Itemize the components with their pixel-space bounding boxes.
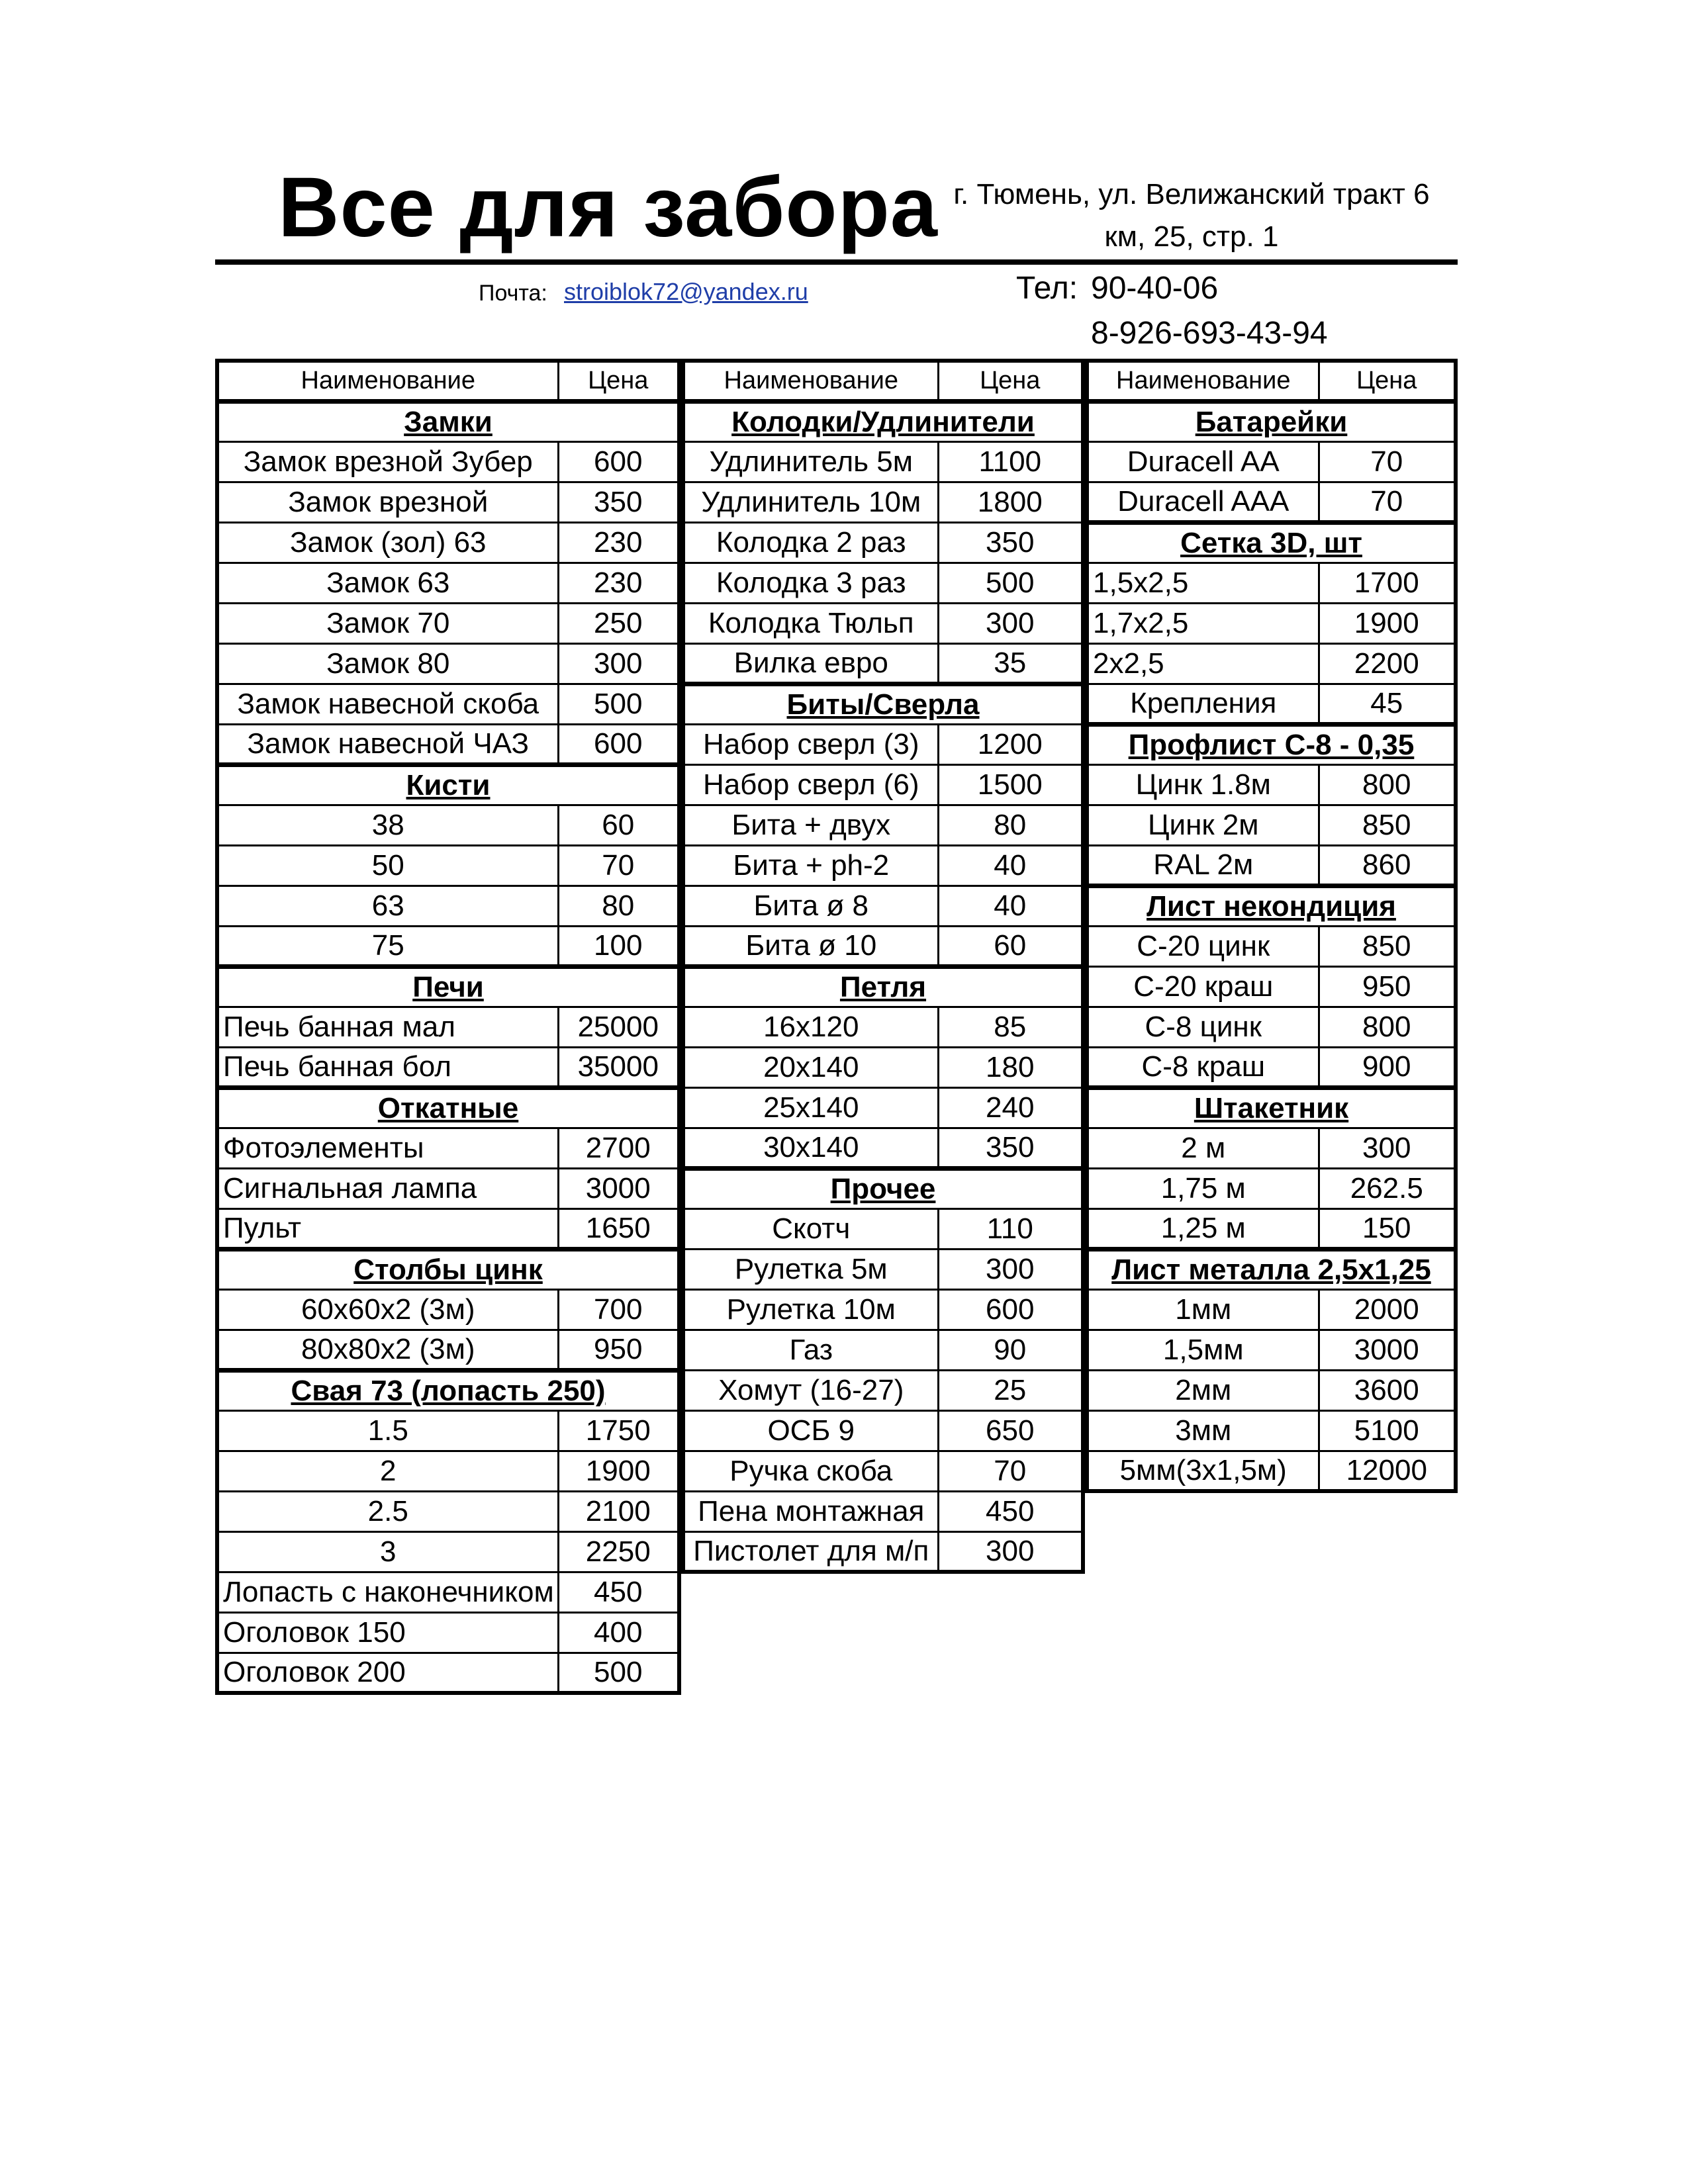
- item-name: Скотч: [683, 1208, 938, 1249]
- item-name: Бита + ph-2: [683, 845, 938, 886]
- item-name: Цинк 2м: [1087, 805, 1319, 845]
- item-price: 3000: [1319, 1330, 1456, 1370]
- item-name: 16х120: [683, 1007, 938, 1047]
- table-row: [217, 1612, 679, 1653]
- item-name: 38: [217, 805, 558, 845]
- item-price: 85: [938, 1007, 1083, 1047]
- section-row: [1087, 886, 1456, 926]
- table-row: [1087, 805, 1456, 845]
- item-name: Набор сверл (6): [683, 764, 938, 805]
- table-row: [683, 1451, 1083, 1491]
- item-price: 110: [938, 1208, 1083, 1249]
- table-row: [1087, 1289, 1456, 1330]
- item-name: Крепления: [1087, 684, 1319, 724]
- item-price: 950: [558, 1330, 679, 1370]
- table-row: [217, 1128, 679, 1168]
- table-row: [217, 1491, 679, 1531]
- table-row: [683, 1531, 1083, 1572]
- section-title: Лист некондиция: [1087, 886, 1456, 926]
- item-price: 230: [558, 563, 679, 603]
- section-title: Кисти: [217, 764, 679, 805]
- item-name: 20х140: [683, 1047, 938, 1087]
- item-price: 450: [938, 1491, 1083, 1531]
- item-price: 650: [938, 1410, 1083, 1451]
- item-price: 80: [558, 886, 679, 926]
- table-row: [1087, 1451, 1456, 1491]
- item-price: 35000: [558, 1047, 679, 1087]
- item-name: 2х2,5: [1087, 643, 1319, 684]
- table-row: [217, 563, 679, 603]
- item-price: 500: [938, 563, 1083, 603]
- item-price: 45: [1319, 684, 1456, 724]
- table-row: [217, 643, 679, 684]
- page-title: Все для забора: [278, 160, 938, 255]
- table-row: [683, 1007, 1083, 1047]
- table-row: [1087, 643, 1456, 684]
- item-price: 180: [938, 1047, 1083, 1087]
- table-row: [217, 482, 679, 522]
- table-row: [1087, 845, 1456, 886]
- item-price: 12000: [1319, 1451, 1456, 1491]
- item-name: Цинк 1.8м: [1087, 764, 1319, 805]
- table-row: [217, 1208, 679, 1249]
- item-price: 1800: [938, 482, 1083, 522]
- price-table-3-body: [1087, 361, 1456, 1491]
- price-table-2: [681, 359, 1085, 1574]
- table-row: [1087, 563, 1456, 603]
- item-price: 25: [938, 1370, 1083, 1410]
- table-row: [683, 926, 1083, 966]
- item-price: 1650: [558, 1208, 679, 1249]
- price-column-header: Цена: [1319, 361, 1456, 401]
- name-column-header: Наименование: [1087, 361, 1319, 401]
- item-price: 500: [558, 1653, 679, 1693]
- table-row: [1087, 1128, 1456, 1168]
- item-name: Оголовок 150: [217, 1612, 558, 1653]
- column-header-row: [217, 361, 679, 401]
- item-name: Ручка скоба: [683, 1451, 938, 1491]
- item-price: 240: [938, 1087, 1083, 1128]
- item-price: 70: [938, 1451, 1083, 1491]
- section-row: [217, 401, 679, 441]
- item-name: Пистолет для м/п: [683, 1531, 938, 1572]
- section-title: Лист металла 2,5х1,25: [1087, 1249, 1456, 1289]
- item-price: 2000: [1319, 1289, 1456, 1330]
- item-name: Хомут (16-27): [683, 1370, 938, 1410]
- name-column-header: Наименование: [217, 361, 558, 401]
- item-price: 1200: [938, 724, 1083, 764]
- item-price: 900: [1319, 1047, 1456, 1087]
- item-name: Замок (зол) 63: [217, 522, 558, 563]
- price-table-2-body: [683, 361, 1083, 1572]
- header-divider: [215, 259, 1458, 265]
- section-row: [683, 684, 1083, 724]
- item-price: 600: [938, 1289, 1083, 1330]
- table-row: [217, 926, 679, 966]
- item-price: 2250: [558, 1531, 679, 1572]
- item-price: 70: [1319, 441, 1456, 482]
- item-name: 30х140: [683, 1128, 938, 1168]
- section-title: Биты/Сверла: [683, 684, 1083, 724]
- item-name: 3мм: [1087, 1410, 1319, 1451]
- item-name: 63: [217, 886, 558, 926]
- item-name: С-20 цинк: [1087, 926, 1319, 966]
- item-name: Замок врезной Зубер: [217, 441, 558, 482]
- item-price: 2700: [558, 1128, 679, 1168]
- price-table-1-body: [217, 361, 679, 1693]
- table-row: [217, 1451, 679, 1491]
- table-row: [683, 845, 1083, 886]
- section-title: Профлист С-8 - 0,35: [1087, 724, 1456, 764]
- table-row: [217, 441, 679, 482]
- section-row: [217, 1249, 679, 1289]
- item-name: 1мм: [1087, 1289, 1319, 1330]
- table-row: [217, 724, 679, 764]
- table-row: [217, 1410, 679, 1451]
- phone-label: Тел:: [1016, 271, 1078, 306]
- item-price: 800: [1319, 1007, 1456, 1047]
- item-name: Вилка евро: [683, 643, 938, 684]
- item-name: 3: [217, 1531, 558, 1572]
- section-title: Печи: [217, 966, 679, 1007]
- section-title: Откатные: [217, 1087, 679, 1128]
- section-row: [217, 1087, 679, 1128]
- item-price: 1900: [1319, 603, 1456, 643]
- item-name: Удлинитель 10м: [683, 482, 938, 522]
- item-price: 950: [1319, 966, 1456, 1007]
- table-row: [1087, 1370, 1456, 1410]
- item-price: 1750: [558, 1410, 679, 1451]
- item-price: 800: [1319, 764, 1456, 805]
- item-name: С-8 краш: [1087, 1047, 1319, 1087]
- item-price: 600: [558, 441, 679, 482]
- item-price: 100: [558, 926, 679, 966]
- section-row: [1087, 1087, 1456, 1128]
- table-row: [1087, 764, 1456, 805]
- column-header-row: [683, 361, 1083, 401]
- table-row: [217, 1330, 679, 1370]
- item-price: 1700: [1319, 563, 1456, 603]
- section-title: Колодки/Удлинители: [683, 401, 1083, 441]
- section-row: [683, 401, 1083, 441]
- table-row: [217, 1531, 679, 1572]
- item-price: 300: [938, 1531, 1083, 1572]
- item-name: Рулетка 5м: [683, 1249, 938, 1289]
- section-title: Замки: [217, 401, 679, 441]
- item-name: 2.5: [217, 1491, 558, 1531]
- section-title: Прочее: [683, 1168, 1083, 1208]
- table-row: [1087, 1410, 1456, 1451]
- item-price: 60: [558, 805, 679, 845]
- item-name: Пена монтажная: [683, 1491, 938, 1531]
- item-price: 300: [1319, 1128, 1456, 1168]
- item-price: 1900: [558, 1451, 679, 1491]
- name-column-header: Наименование: [683, 361, 938, 401]
- table-row: [683, 441, 1083, 482]
- table-row: [1087, 1168, 1456, 1208]
- item-price: 400: [558, 1612, 679, 1653]
- section-row: [1087, 1249, 1456, 1289]
- item-price: 35: [938, 643, 1083, 684]
- table-row: [1087, 603, 1456, 643]
- table-row: [683, 482, 1083, 522]
- table-row: [683, 1289, 1083, 1330]
- column-header-row: [1087, 361, 1456, 401]
- email-link[interactable]: stroiblok72@yandex.ru: [564, 278, 808, 305]
- table-row: [217, 845, 679, 886]
- table-row: [683, 563, 1083, 603]
- section-title: Штакетник: [1087, 1087, 1456, 1128]
- item-price: 3600: [1319, 1370, 1456, 1410]
- item-price: 150: [1319, 1208, 1456, 1249]
- table-row: [1087, 1047, 1456, 1087]
- table-row: [683, 1491, 1083, 1531]
- table-row: [1087, 684, 1456, 724]
- table-row: [683, 603, 1083, 643]
- item-name: Пульт: [217, 1208, 558, 1249]
- section-row: [217, 1370, 679, 1410]
- section-row: [217, 966, 679, 1007]
- item-name: Набор сверл (3): [683, 724, 938, 764]
- phone-2: 8-926-693-43-94: [1091, 316, 1328, 351]
- address-line-2: км, 25, стр. 1: [1104, 220, 1279, 253]
- table-row: [683, 1249, 1083, 1289]
- section-row: [1087, 724, 1456, 764]
- item-name: 1.5: [217, 1410, 558, 1451]
- section-title: Столбы цинк: [217, 1249, 679, 1289]
- table-row: [217, 1289, 679, 1330]
- item-price: 230: [558, 522, 679, 563]
- table-row: [683, 522, 1083, 563]
- item-price: 860: [1319, 845, 1456, 886]
- item-name: Duracell AAA: [1087, 482, 1319, 522]
- item-name: 1,7х2,5: [1087, 603, 1319, 643]
- table-row: [1087, 966, 1456, 1007]
- table-row: [217, 1007, 679, 1047]
- item-price: 25000: [558, 1007, 679, 1047]
- item-price: 5100: [1319, 1410, 1456, 1451]
- item-price: 450: [558, 1572, 679, 1612]
- address: [927, 173, 1456, 258]
- item-name: С-8 цинк: [1087, 1007, 1319, 1047]
- table-row: [683, 764, 1083, 805]
- item-name: Печь банная бол: [217, 1047, 558, 1087]
- table-row: [1087, 441, 1456, 482]
- item-price: 262.5: [1319, 1168, 1456, 1208]
- table-row: [217, 1572, 679, 1612]
- item-name: Оголовок 200: [217, 1653, 558, 1693]
- item-name: RAL 2м: [1087, 845, 1319, 886]
- table-row: [1087, 482, 1456, 522]
- table-row: [217, 1168, 679, 1208]
- item-price: 2200: [1319, 643, 1456, 684]
- item-price: 1100: [938, 441, 1083, 482]
- table-row: [683, 1208, 1083, 1249]
- section-row: [1087, 401, 1456, 441]
- item-name: Замок навесной ЧАЗ: [217, 724, 558, 764]
- item-name: Лопасть с наконечником: [217, 1572, 558, 1612]
- item-name: Замок 80: [217, 643, 558, 684]
- section-row: [1087, 522, 1456, 563]
- table-row: [217, 886, 679, 926]
- phone-1: 90-40-06: [1091, 271, 1219, 306]
- table-row: [1087, 1330, 1456, 1370]
- section-title: Свая 73 (лопасть 250): [217, 1370, 679, 1410]
- table-row: [683, 805, 1083, 845]
- item-price: 350: [938, 1128, 1083, 1168]
- item-price: 40: [938, 886, 1083, 926]
- item-name: 75: [217, 926, 558, 966]
- price-table-3: [1085, 359, 1458, 1493]
- item-price: 300: [558, 643, 679, 684]
- table-row: [217, 1653, 679, 1693]
- table-row: [683, 1128, 1083, 1168]
- item-name: Бита + двух: [683, 805, 938, 845]
- item-price: 350: [938, 522, 1083, 563]
- item-name: Замок навесной скоба: [217, 684, 558, 724]
- table-row: [1087, 1007, 1456, 1047]
- section-title: Петля: [683, 966, 1083, 1007]
- table-row: [683, 1330, 1083, 1370]
- item-name: Удлинитель 5м: [683, 441, 938, 482]
- item-name: 50: [217, 845, 558, 886]
- item-name: 1,5мм: [1087, 1330, 1319, 1370]
- item-name: ОСБ 9: [683, 1410, 938, 1451]
- item-name: Сигнальная лампа: [217, 1168, 558, 1208]
- item-price: 850: [1319, 926, 1456, 966]
- table-row: [217, 805, 679, 845]
- table-row: [683, 1370, 1083, 1410]
- item-name: 1,25 м: [1087, 1208, 1319, 1249]
- table-row: [683, 1087, 1083, 1128]
- section-row: [683, 1168, 1083, 1208]
- table-row: [683, 886, 1083, 926]
- item-name: Колодка 3 раз: [683, 563, 938, 603]
- item-price: 40: [938, 845, 1083, 886]
- item-price: 80: [938, 805, 1083, 845]
- address-line-1: г. Тюмень, ул. Велижанский тракт 6: [953, 178, 1430, 210]
- item-name: 1,5х2,5: [1087, 563, 1319, 603]
- item-name: Газ: [683, 1330, 938, 1370]
- item-name: Бита ø 8: [683, 886, 938, 926]
- item-price: 3000: [558, 1168, 679, 1208]
- item-name: Фотоэлементы: [217, 1128, 558, 1168]
- table-row: [683, 1047, 1083, 1087]
- item-price: 2100: [558, 1491, 679, 1531]
- item-price: 600: [558, 724, 679, 764]
- price-column-header: Цена: [938, 361, 1083, 401]
- item-price: 300: [938, 603, 1083, 643]
- item-name: Duracell AA: [1087, 441, 1319, 482]
- item-name: Замок врезной: [217, 482, 558, 522]
- item-price: 350: [558, 482, 679, 522]
- price-table-1: [215, 359, 681, 1695]
- section-title: Батарейки: [1087, 401, 1456, 441]
- item-name: 5мм(3х1,5м): [1087, 1451, 1319, 1491]
- item-price: 500: [558, 684, 679, 724]
- table-row: [217, 684, 679, 724]
- item-price: 1500: [938, 764, 1083, 805]
- table-row: [217, 1047, 679, 1087]
- item-price: 300: [938, 1249, 1083, 1289]
- item-name: С-20 краш: [1087, 966, 1319, 1007]
- table-row: [217, 522, 679, 563]
- item-price: 70: [558, 845, 679, 886]
- item-name: 60х60х2 (3м): [217, 1289, 558, 1330]
- price-column-header: Цена: [558, 361, 679, 401]
- email-label: Почта:: [479, 281, 547, 306]
- item-name: 25х140: [683, 1087, 938, 1128]
- item-name: 2: [217, 1451, 558, 1491]
- item-name: Бита ø 10: [683, 926, 938, 966]
- item-name: 1,75 м: [1087, 1168, 1319, 1208]
- item-price: 700: [558, 1289, 679, 1330]
- item-name: 80х80х2 (3м): [217, 1330, 558, 1370]
- section-row: [217, 764, 679, 805]
- item-price: 70: [1319, 482, 1456, 522]
- table-row: [683, 643, 1083, 684]
- item-name: Замок 63: [217, 563, 558, 603]
- item-name: Рулетка 10м: [683, 1289, 938, 1330]
- section-row: [683, 966, 1083, 1007]
- table-row: [217, 603, 679, 643]
- item-name: 2 м: [1087, 1128, 1319, 1168]
- item-name: Колодка 2 раз: [683, 522, 938, 563]
- item-name: 2мм: [1087, 1370, 1319, 1410]
- item-price: 60: [938, 926, 1083, 966]
- item-name: Колодка Тюльп: [683, 603, 938, 643]
- item-name: Печь банная мал: [217, 1007, 558, 1047]
- table-row: [1087, 1208, 1456, 1249]
- table-row: [683, 724, 1083, 764]
- item-price: 850: [1319, 805, 1456, 845]
- table-row: [683, 1410, 1083, 1451]
- item-price: 90: [938, 1330, 1083, 1370]
- item-name: Замок 70: [217, 603, 558, 643]
- table-row: [1087, 926, 1456, 966]
- section-title: Сетка 3D, шт: [1087, 522, 1456, 563]
- item-price: 250: [558, 603, 679, 643]
